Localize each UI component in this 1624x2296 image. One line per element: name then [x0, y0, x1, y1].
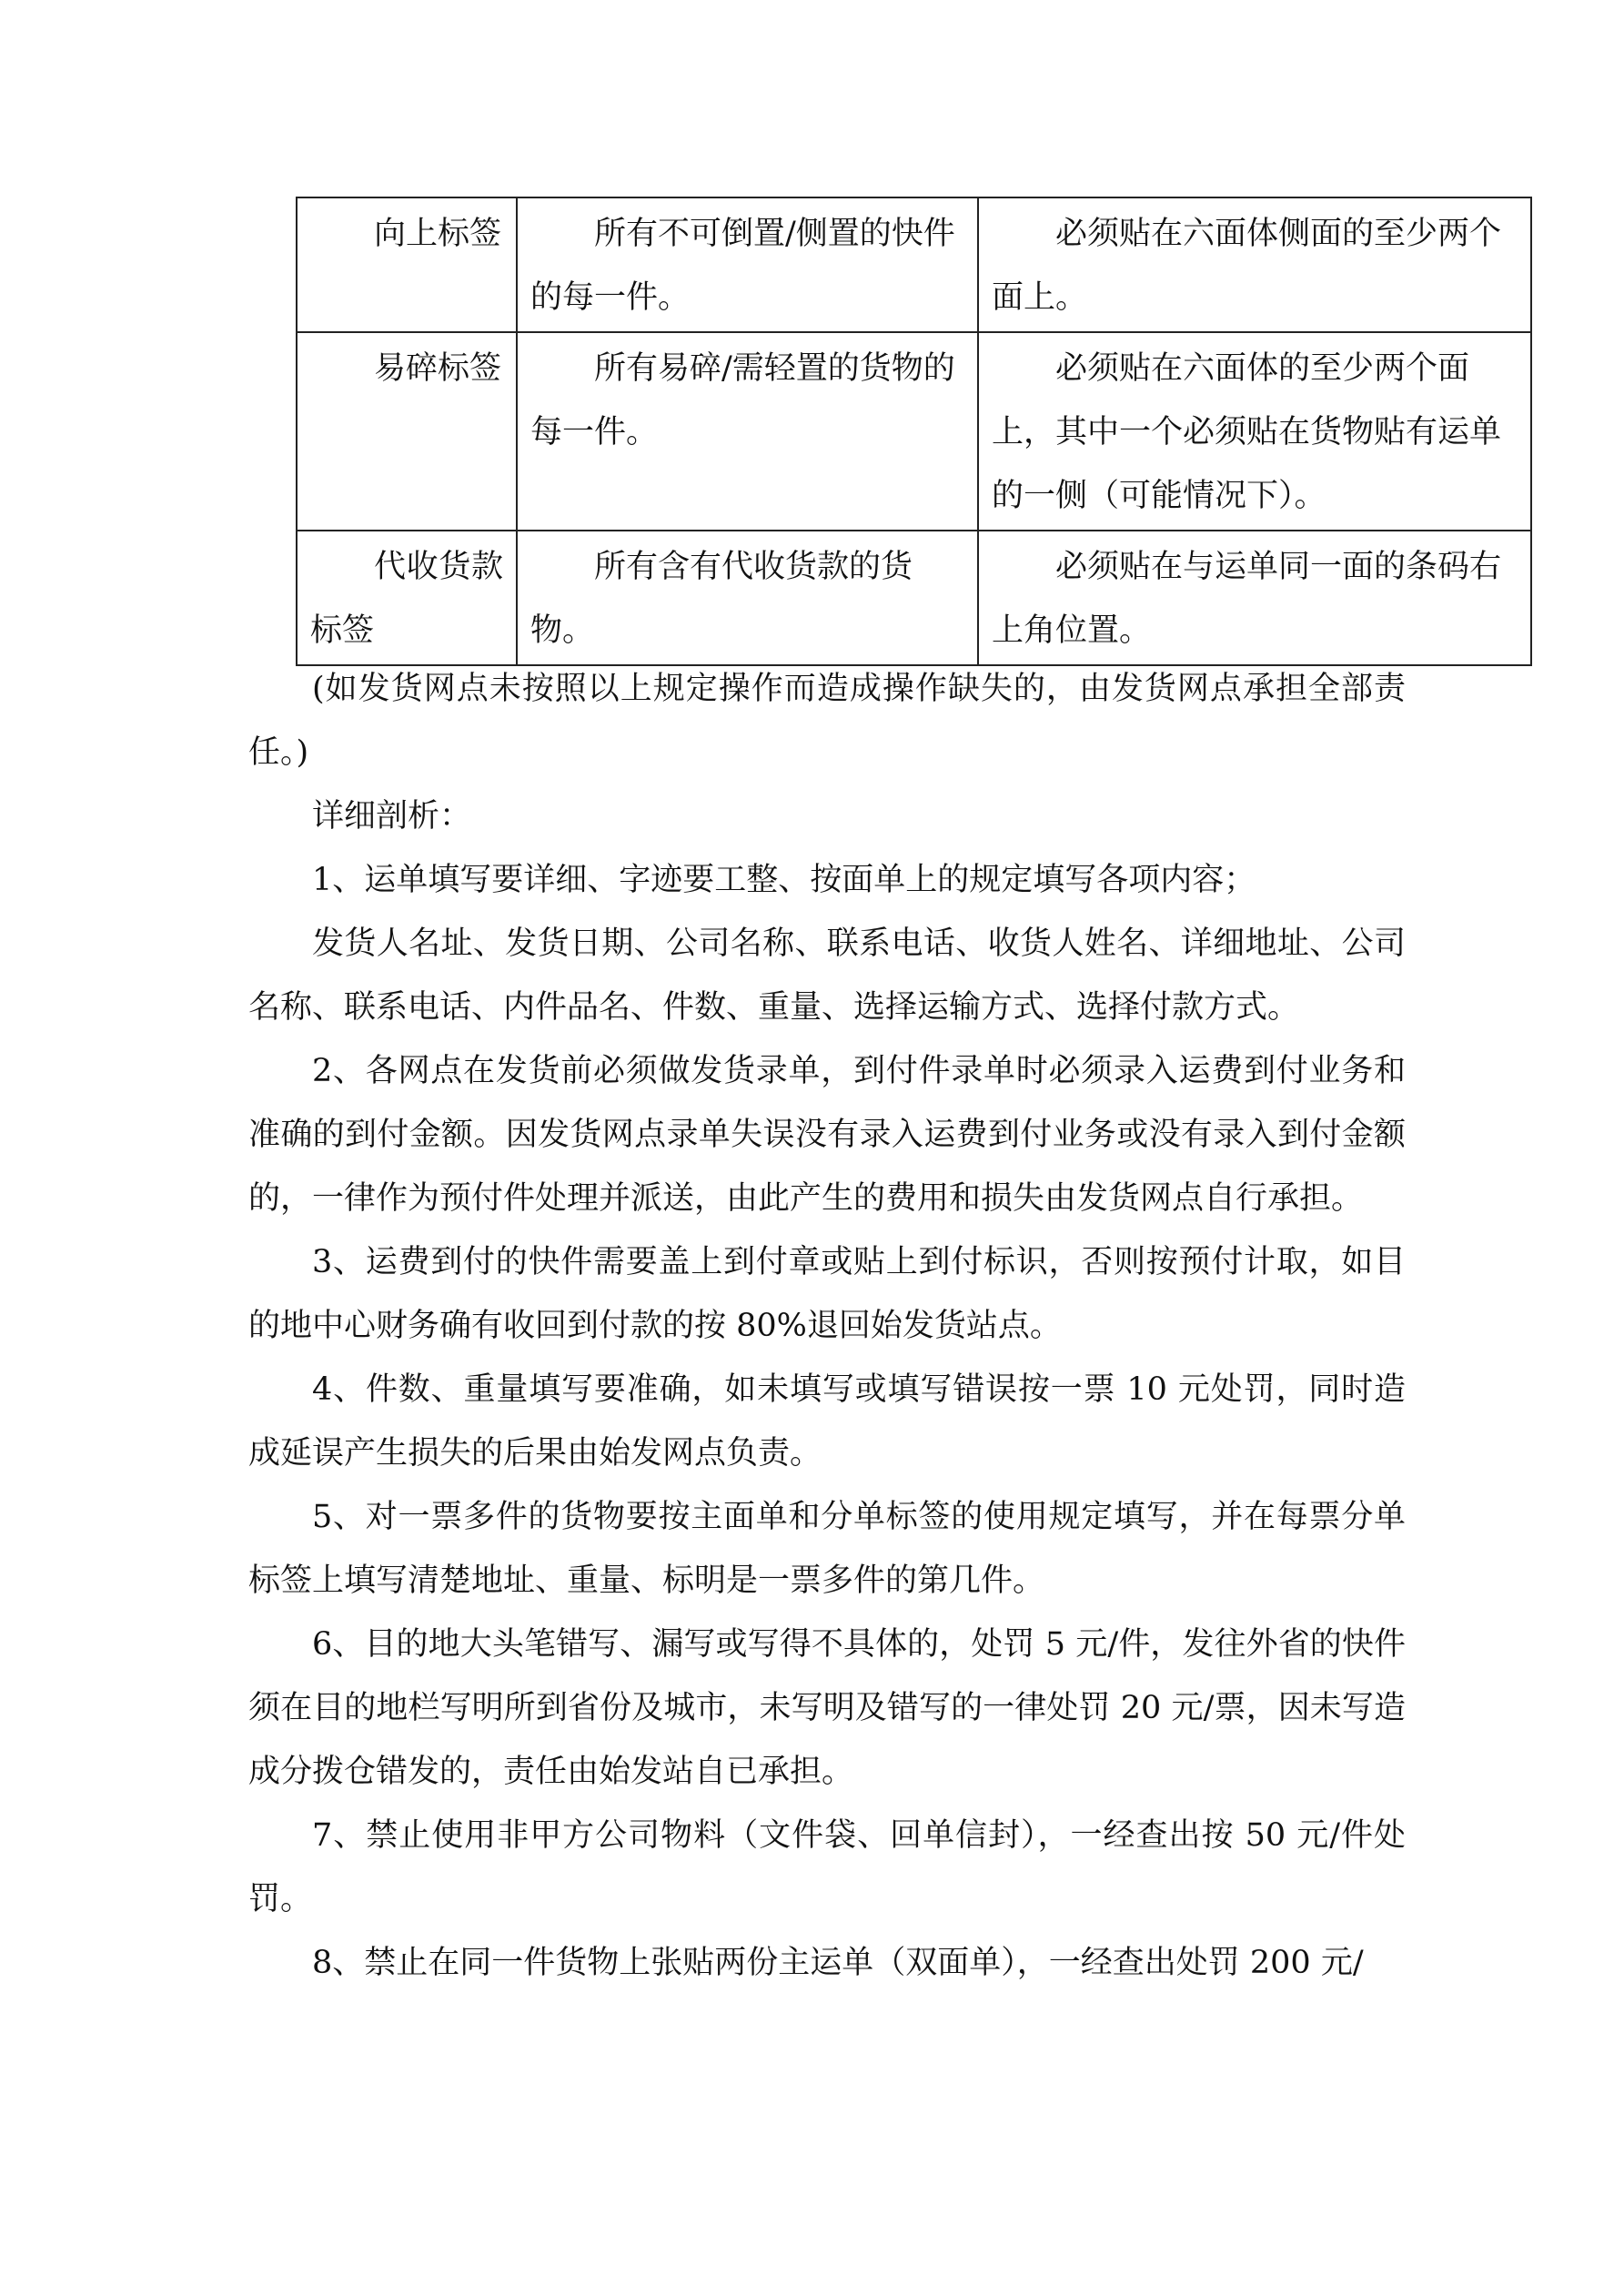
label-requirement-cell — [978, 531, 1531, 665]
section-title: 详细剖析： — [312, 798, 472, 834]
label-requirement: 必须贴在六面体的至少两个面上，其中一个必须贴在货物贴有运单的一侧（可能情况下）。 — [992, 350, 1502, 514]
label-scope: 所有不可倒置/侧置的快件的每一件。 — [530, 216, 955, 316]
label-requirement-cell — [978, 332, 1531, 531]
label-name-cell — [297, 197, 517, 332]
label-scope-cell — [517, 332, 978, 531]
label-requirement: 必须贴在与运单同一面的条码右上角位置。 — [992, 549, 1502, 649]
label-name: 代收货款标签 — [310, 549, 503, 649]
paragraph: 2、各网点在发货前必须做发货录单，到付件录单时必须录入运费到付业务和准确的到付金额。因发货网点录单失误没有录入运费到付业务或没有录入到付金额的，一律作为预付件处理并派送，由此产生的费用和损失由发货网点自行承担。 — [248, 1053, 1406, 1217]
responsibility-note: (如发货网点未按照以上规定操作而造成操作缺失的，由发货网点承担全部责任。) — [248, 671, 1406, 771]
label-scope-cell — [517, 197, 978, 332]
table-row — [297, 197, 1531, 332]
label-name-cell — [297, 531, 517, 665]
paragraph: 3、运费到付的快件需要盖上到付章或贴上到付标识，否则按预付计取，如目的地中心财务确有收回到付款的按 80%退回始发货站点。 — [248, 1244, 1406, 1344]
label-name: 易碎标签 — [374, 350, 502, 387]
label-requirement-cell — [978, 197, 1531, 332]
paragraph: 5、对一票多件的货物要按主面单和分单标签的使用规定填写，并在每票分单标签上填写清楚地址、重量、标明是一票多件的第几件。 — [248, 1499, 1406, 1599]
label-scope: 所有易碎/需轻置的货物的每一件。 — [530, 350, 955, 450]
label-rules-table — [296, 197, 1532, 666]
table-row — [297, 332, 1531, 531]
paragraph: 8、禁止在同一件货物上张贴两份主运单（双面单），一经查出处罚 200 元/ — [312, 1945, 1364, 1981]
paragraph: 4、件数、重量填写要准确，如未填写或填写错误按一票 10 元处罚，同时造成延误产生损失的后果由始发网点负责。 — [248, 1371, 1406, 1472]
label-name-cell — [297, 332, 517, 531]
paragraph: 7、禁止使用非甲方公司物料（文件袋、回单信封），一经查出按 50 元/件处罚。 — [248, 1817, 1406, 1917]
paragraph: 发货人名址、发货日期、公司名称、联系电话、收货人姓名、详细地址、公司名称、联系电话、内件品名、件数、重量、选择运输方式、选择付款方式。 — [248, 925, 1406, 1026]
label-requirement: 必须贴在六面体侧面的至少两个面上。 — [992, 216, 1502, 316]
body-text — [248, 657, 1406, 1995]
paragraph: 6、目的地大头笔错写、漏写或写得不具体的，处罚 5 元/件，发往外省的快件须在目的地栏写明所到省份及城市，未写明及错写的一律处罚 20 元/票，因未写造成分拨仓错发的，责任由始发站自已承担。 — [248, 1626, 1406, 1790]
label-scope-cell — [517, 531, 978, 665]
table-row — [297, 531, 1531, 665]
paragraph: 1、运单填写要详细、字迹要工整、按面单上的规定填写各项内容； — [312, 862, 1256, 898]
label-scope: 所有含有代收货款的货物。 — [530, 549, 913, 649]
label-name: 向上标签 — [374, 216, 502, 252]
